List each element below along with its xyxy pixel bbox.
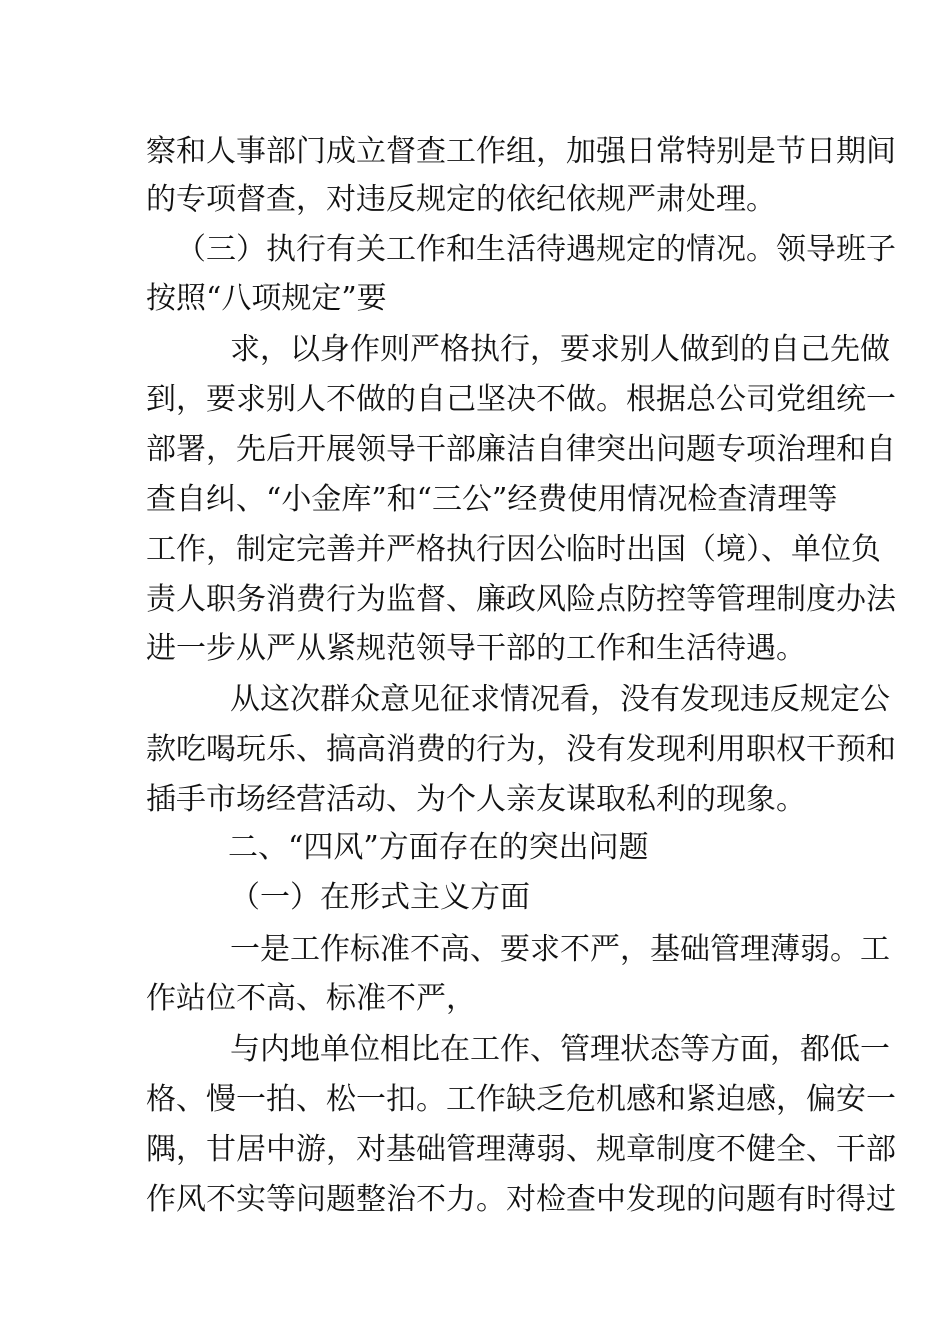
text-line: 责人职务消费行为监督、廉政风险点防控等管理制度办法 xyxy=(146,582,896,617)
text-line: （三）执行有关工作和生活待遇规定的情况。领导班子 xyxy=(176,232,896,267)
text-line: 求，以身作则严格执行，要求别人做到的自己先做 xyxy=(230,332,890,367)
text-line: 察和人事部门成立督查工作组，加强日常特别是节日期间 xyxy=(146,134,896,169)
text-line: 工作，制定完善并严格执行因公临时出国（境）、单位负 xyxy=(146,532,881,567)
text-line: 从这次群众意见征求情况看，没有发现违反规定公 xyxy=(230,682,890,717)
text-line: 款吃喝玩乐、搞高消费的行为，没有发现利用职权干预和 xyxy=(146,732,896,767)
text-line: 作风不实等问题整治不力。对检查中发现的问题有时得过 xyxy=(146,1182,896,1217)
text-line: 部署，先后开展领导干部廉洁自律突出问题专项治理和自 xyxy=(146,432,896,467)
text-line: 按照“八项规定”要 xyxy=(146,281,387,316)
text-line: 隅，甘居中游，对基础管理薄弱、规章制度不健全、干部 xyxy=(146,1132,896,1167)
text-line: 格、慢一拍、松一扣。工作缺乏危机感和紧迫感，偏安一 xyxy=(146,1082,896,1117)
text-line: 与内地单位相比在工作、管理状态等方面，都低一 xyxy=(230,1032,890,1067)
subsection-heading: （一）在形式主义方面 xyxy=(230,880,530,915)
text-line: 的专项督查，对违反规定的依纪依规严肃处理。 xyxy=(146,182,776,217)
text-line: 一是工作标准不高、要求不严，基础管理薄弱。工 xyxy=(230,932,890,967)
text-line: 作站位不高、标准不严， xyxy=(146,981,476,1016)
text-line: 进一步从严从紧规范领导干部的工作和生活待遇。 xyxy=(146,631,806,666)
text-line: 到，要求别人不做的自己坚决不做。根据总公司党组统一 xyxy=(146,382,896,417)
text-line: 查自纠、“小金库”和“三公”经费使用情况检查清理等 xyxy=(146,482,838,517)
section-heading: 二、“四风”方面存在的突出问题 xyxy=(228,830,649,865)
text-line: 插手市场经营活动、为个人亲友谋取私利的现象。 xyxy=(146,782,806,817)
